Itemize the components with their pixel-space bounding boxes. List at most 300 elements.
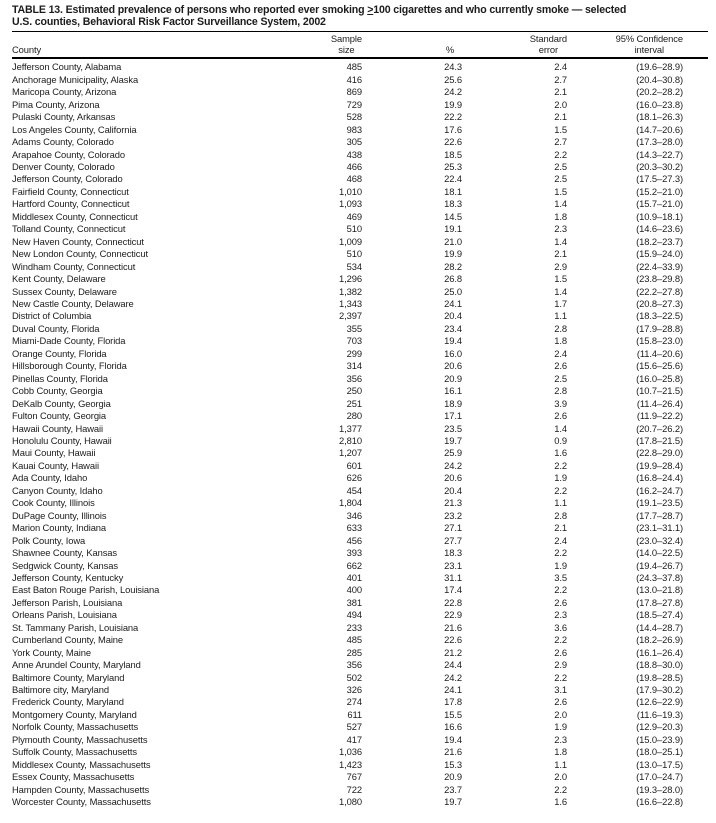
confidence-interval-cell: (14.4–28.7) bbox=[636, 621, 683, 633]
standard-error-cell: 2.6 bbox=[554, 360, 567, 372]
standard-error-cell: 0.9 bbox=[554, 434, 567, 446]
county-cell: Frederick County, Maryland bbox=[12, 696, 124, 708]
percent-cell: 24.4 bbox=[444, 659, 462, 671]
sample-size-cell: 466 bbox=[346, 161, 362, 172]
standard-error-cell: 2.7 bbox=[554, 73, 567, 85]
sample-size-cell: 454 bbox=[346, 484, 362, 496]
county-cell: Adams County, Colorado bbox=[12, 136, 114, 148]
percent-cell: 24.2 bbox=[444, 86, 462, 98]
table-row bbox=[12, 248, 708, 260]
sample-size-cell: 626 bbox=[346, 472, 362, 484]
standard-error-cell: 1.5 bbox=[554, 273, 567, 285]
table-row bbox=[12, 622, 708, 634]
title-line2: U.S. counties, Behavioral Risk Factor Surveillance System, 2002 bbox=[12, 15, 326, 28]
table-row bbox=[12, 335, 708, 347]
county-cell: Hillsborough County, Florida bbox=[12, 360, 127, 372]
table-row bbox=[12, 497, 708, 509]
table-row bbox=[12, 647, 708, 659]
county-cell: Middlesex County, Massachusetts bbox=[12, 758, 151, 770]
standard-error-cell: 2.8 bbox=[554, 509, 567, 521]
percent-cell: 22.9 bbox=[444, 609, 462, 621]
confidence-interval-cell: (16.6–22.8) bbox=[636, 796, 683, 808]
percent-cell: 22.6 bbox=[444, 136, 462, 148]
sample-size-cell: 1,036 bbox=[339, 746, 362, 758]
standard-error-cell: 2.2 bbox=[554, 459, 567, 471]
percent-cell: 19.7 bbox=[444, 434, 462, 446]
col-header-sample-size bbox=[297, 32, 362, 59]
table-row bbox=[12, 510, 708, 522]
confidence-interval-cell: (17.0–24.7) bbox=[636, 771, 683, 783]
county-cell: Montgomery County, Maryland bbox=[12, 708, 137, 720]
sample-size-cell: 502 bbox=[346, 671, 362, 683]
percent-cell: 26.8 bbox=[444, 273, 462, 285]
sample-size-cell: 401 bbox=[346, 571, 362, 583]
sample-size-cell: 314 bbox=[346, 360, 362, 372]
standard-error-cell: 1.5 bbox=[554, 123, 567, 135]
percent-cell: 25.6 bbox=[444, 73, 462, 85]
table-row bbox=[12, 759, 708, 771]
confidence-interval-cell: (16.1–26.4) bbox=[636, 646, 683, 658]
table-row bbox=[12, 223, 708, 235]
confidence-interval-cell: (17.3–28.0) bbox=[636, 136, 683, 148]
confidence-interval-cell: (14.6–23.6) bbox=[636, 223, 683, 235]
standard-error-cell: 2.2 bbox=[554, 148, 567, 160]
sample-size-cell: 983 bbox=[346, 123, 362, 135]
confidence-interval-cell: (23.1–31.1) bbox=[636, 522, 683, 534]
header-row bbox=[12, 32, 708, 59]
confidence-interval-cell: (19.6–28.9) bbox=[636, 61, 683, 73]
confidence-interval-cell: (24.3–37.8) bbox=[636, 571, 683, 583]
table-row bbox=[12, 136, 708, 148]
col-header-percent bbox=[362, 32, 462, 59]
standard-error-cell: 1.1 bbox=[554, 497, 567, 509]
standard-error-cell: 2.3 bbox=[554, 609, 567, 621]
confidence-interval-cell: (15.0–23.9) bbox=[636, 733, 683, 745]
percent-cell: 19.9 bbox=[444, 248, 462, 260]
percent-cell: 22.8 bbox=[444, 596, 462, 608]
percent-cell: 20.9 bbox=[444, 771, 462, 783]
county-cell: Los Angeles County, California bbox=[12, 123, 137, 135]
percent-cell: 18.3 bbox=[444, 547, 462, 559]
county-cell: Maricopa County, Arizona bbox=[12, 86, 117, 98]
county-cell: Tolland County, Connecticut bbox=[12, 223, 126, 235]
county-cell: Kent County, Delaware bbox=[12, 273, 106, 285]
confidence-interval-cell: (17.8–21.5) bbox=[636, 434, 683, 446]
confidence-interval-cell: (17.7–28.7) bbox=[636, 509, 683, 521]
confidence-interval-cell: (10.7–21.5) bbox=[636, 385, 683, 397]
sample-size-cell: 1,009 bbox=[339, 235, 362, 247]
sample-size-cell: 469 bbox=[346, 210, 362, 222]
county-cell: Maui County, Hawaii bbox=[12, 447, 96, 459]
standard-error-cell: 2.5 bbox=[554, 161, 567, 172]
standard-error-cell: 2.8 bbox=[554, 385, 567, 397]
county-cell: Norfolk County, Massachusetts bbox=[12, 721, 139, 733]
percent-cell: 14.5 bbox=[444, 210, 462, 222]
county-cell: Anne Arundel County, Maryland bbox=[12, 659, 141, 671]
standard-error-cell: 2.5 bbox=[554, 173, 567, 185]
table-body bbox=[12, 58, 708, 808]
percent-cell: 23.7 bbox=[444, 783, 462, 795]
sample-size-cell: 1,343 bbox=[339, 297, 362, 309]
col-header-county-label: County bbox=[12, 43, 42, 55]
confidence-interval-cell: (15.2–21.0) bbox=[636, 185, 683, 197]
percent-cell: 15.5 bbox=[444, 708, 462, 720]
sample-size-cell: 393 bbox=[346, 547, 362, 559]
sample-size-cell: 485 bbox=[346, 634, 362, 646]
percent-cell: 24.2 bbox=[444, 459, 462, 471]
percent-cell: 19.1 bbox=[444, 223, 462, 235]
percent-cell: 15.3 bbox=[444, 758, 462, 770]
confidence-interval-cell: (18.0–25.1) bbox=[636, 746, 683, 758]
confidence-interval-cell: (18.1–26.3) bbox=[636, 111, 683, 123]
confidence-interval-cell: (19.4–26.7) bbox=[636, 559, 683, 571]
standard-error-cell: 2.2 bbox=[554, 484, 567, 496]
standard-error-cell: 2.7 bbox=[554, 136, 567, 148]
percent-cell: 25.9 bbox=[444, 447, 462, 459]
percent-cell: 21.2 bbox=[444, 646, 462, 658]
table-row bbox=[12, 423, 708, 435]
county-cell: Pinellas County, Florida bbox=[12, 372, 108, 384]
county-cell: Cumberland County, Maine bbox=[12, 634, 124, 646]
standard-error-cell: 2.2 bbox=[554, 671, 567, 683]
county-cell: Orange County, Florida bbox=[12, 347, 107, 359]
county-cell: Fulton County, Georgia bbox=[12, 410, 107, 422]
sample-size-cell: 299 bbox=[346, 347, 362, 359]
table-row bbox=[12, 161, 708, 173]
table-row bbox=[12, 435, 708, 447]
sample-size-cell: 381 bbox=[346, 596, 362, 608]
confidence-interval-cell: (16.0–23.8) bbox=[636, 98, 683, 110]
ci-header-line2: interval bbox=[634, 43, 664, 55]
percent-cell: 23.1 bbox=[444, 559, 462, 571]
confidence-interval-cell: (14.3–22.7) bbox=[636, 148, 683, 160]
sample-size-cell: 1,804 bbox=[339, 497, 362, 509]
sample-size-cell: 356 bbox=[346, 372, 362, 384]
standard-error-cell: 2.2 bbox=[554, 634, 567, 646]
county-cell: Polk County, Iowa bbox=[12, 534, 86, 546]
prevalence-table bbox=[12, 31, 708, 808]
table-row bbox=[12, 447, 708, 459]
standard-error-cell: 3.9 bbox=[554, 397, 567, 409]
table-row bbox=[12, 310, 708, 322]
county-cell: Worcester County, Massachusetts bbox=[12, 796, 151, 808]
sample-size-cell: 417 bbox=[346, 733, 362, 745]
confidence-interval-cell: (19.9–28.4) bbox=[636, 459, 683, 471]
sample-size-cell: 662 bbox=[346, 559, 362, 571]
county-cell: Jefferson Parish, Louisiana bbox=[12, 596, 123, 608]
sample-size-cell: 233 bbox=[346, 621, 362, 633]
standard-error-cell: 2.1 bbox=[554, 248, 567, 260]
percent-cell: 19.9 bbox=[444, 98, 462, 110]
sample-size-cell: 869 bbox=[346, 86, 362, 98]
standard-error-cell: 2.2 bbox=[554, 547, 567, 559]
standard-error-cell: 1.8 bbox=[554, 335, 567, 347]
standard-error-cell: 3.6 bbox=[554, 621, 567, 633]
sample-size-cell: 346 bbox=[346, 509, 362, 521]
percent-cell: 18.9 bbox=[444, 397, 462, 409]
table-row bbox=[12, 323, 708, 335]
county-cell: Orleans Parish, Louisiana bbox=[12, 609, 117, 621]
table-row bbox=[12, 672, 708, 684]
percent-cell: 17.4 bbox=[444, 584, 462, 596]
sample-size-cell: 1,377 bbox=[339, 422, 362, 434]
standard-error-cell: 2.4 bbox=[554, 534, 567, 546]
confidence-interval-cell: (20.2–28.2) bbox=[636, 86, 683, 98]
table-row bbox=[12, 584, 708, 596]
county-cell: Hampden County, Massachusetts bbox=[12, 783, 150, 795]
percent-cell: 20.4 bbox=[444, 310, 462, 322]
table-row bbox=[12, 261, 708, 273]
table-title bbox=[12, 5, 708, 28]
county-cell: Jefferson County, Kentucky bbox=[12, 571, 124, 583]
confidence-interval-cell: (17.5–27.3) bbox=[636, 173, 683, 185]
percent-cell: 17.1 bbox=[444, 410, 462, 422]
sample-size-cell: 1,423 bbox=[339, 758, 362, 770]
county-cell: District of Columbia bbox=[12, 310, 92, 322]
standard-error-cell: 2.0 bbox=[554, 708, 567, 720]
standard-error-cell: 2.1 bbox=[554, 111, 567, 123]
standard-error-cell: 2.4 bbox=[554, 61, 567, 73]
county-cell: Miami-Dade County, Florida bbox=[12, 335, 126, 347]
confidence-interval-cell: (16.2–24.7) bbox=[636, 484, 683, 496]
table-row bbox=[12, 173, 708, 185]
county-cell: Pulaski County, Arkansas bbox=[12, 111, 116, 123]
county-cell: Essex County, Massachusetts bbox=[12, 771, 135, 783]
confidence-interval-cell: (11.4–26.4) bbox=[636, 397, 683, 409]
sample-size-cell: 1,080 bbox=[339, 796, 362, 808]
standard-error-cell: 3.1 bbox=[554, 684, 567, 696]
standard-error-cell: 1.9 bbox=[554, 721, 567, 733]
sample-size-cell: 285 bbox=[346, 646, 362, 658]
table-row bbox=[12, 485, 708, 497]
standard-error-cell: 2.2 bbox=[554, 783, 567, 795]
table-row bbox=[12, 535, 708, 547]
table-row bbox=[12, 360, 708, 372]
table-row bbox=[12, 771, 708, 783]
confidence-interval-cell: (11.6–19.3) bbox=[636, 708, 683, 720]
confidence-interval-cell: (18.2–23.7) bbox=[636, 235, 683, 247]
county-cell: DuPage County, Illinois bbox=[12, 509, 107, 521]
table-row bbox=[12, 236, 708, 248]
confidence-interval-cell: (17.9–28.8) bbox=[636, 322, 683, 334]
sample-size-cell: 722 bbox=[346, 783, 362, 795]
county-cell: Hawaii County, Hawaii bbox=[12, 422, 103, 434]
standard-error-cell: 1.9 bbox=[554, 472, 567, 484]
table-row bbox=[12, 659, 708, 671]
table-row bbox=[12, 398, 708, 410]
sample-size-cell: 601 bbox=[346, 459, 362, 471]
confidence-interval-cell: (17.9–30.2) bbox=[636, 684, 683, 696]
table-row bbox=[12, 597, 708, 609]
confidence-interval-cell: (15.9–24.0) bbox=[636, 248, 683, 260]
standard-error-cell: 1.4 bbox=[554, 198, 567, 210]
percent-cell: 23.4 bbox=[444, 322, 462, 334]
confidence-interval-cell: (22.8–29.0) bbox=[636, 447, 683, 459]
percent-cell: 18.5 bbox=[444, 148, 462, 160]
sample-size-cell: 1,093 bbox=[339, 198, 362, 210]
confidence-interval-cell: (23.0–32.4) bbox=[636, 534, 683, 546]
table-row bbox=[12, 547, 708, 559]
percent-cell: 21.3 bbox=[444, 497, 462, 509]
percent-cell: 16.0 bbox=[444, 347, 462, 359]
county-cell: Baltimore city, Maryland bbox=[12, 684, 109, 696]
table-row bbox=[12, 460, 708, 472]
confidence-interval-cell: (22.4–33.9) bbox=[636, 260, 683, 272]
confidence-interval-cell: (15.8–23.0) bbox=[636, 335, 683, 347]
table-row bbox=[12, 472, 708, 484]
county-cell: Cobb County, Georgia bbox=[12, 385, 103, 397]
percent-cell: 21.6 bbox=[444, 621, 462, 633]
sample-size-cell: 1,010 bbox=[339, 185, 362, 197]
county-cell: Plymouth County, Massachusetts bbox=[12, 733, 148, 745]
percent-cell: 22.4 bbox=[444, 173, 462, 185]
standard-error-cell: 2.6 bbox=[554, 696, 567, 708]
county-cell: Hartford County, Connecticut bbox=[12, 198, 130, 210]
standard-error-cell: 2.6 bbox=[554, 596, 567, 608]
confidence-interval-cell: (14.7–20.6) bbox=[636, 123, 683, 135]
standard-error-cell: 2.3 bbox=[554, 733, 567, 745]
table-row bbox=[12, 211, 708, 223]
county-cell: Canyon County, Idaho bbox=[12, 484, 103, 496]
table-row bbox=[12, 746, 708, 758]
confidence-interval-cell: (20.8–27.3) bbox=[636, 297, 683, 309]
standard-error-cell: 1.5 bbox=[554, 185, 567, 197]
confidence-interval-cell: (18.3–22.5) bbox=[636, 310, 683, 322]
county-cell: Cook County, Illinois bbox=[12, 497, 95, 509]
standard-error-cell: 2.6 bbox=[554, 410, 567, 422]
percent-cell: 19.7 bbox=[444, 796, 462, 808]
table-row bbox=[12, 74, 708, 86]
table-row bbox=[12, 298, 708, 310]
sample-size-cell: 2,397 bbox=[339, 310, 362, 322]
sample-size-cell: 2,810 bbox=[339, 434, 362, 446]
standard-error-cell: 1.8 bbox=[554, 746, 567, 758]
table-row bbox=[12, 86, 708, 98]
county-cell: Denver County, Colorado bbox=[12, 161, 115, 172]
confidence-interval-cell: (20.4–30.8) bbox=[636, 73, 683, 85]
confidence-interval-cell: (19.1–23.5) bbox=[636, 497, 683, 509]
sample-size-cell: 400 bbox=[346, 584, 362, 596]
sample-size-cell: 326 bbox=[346, 684, 362, 696]
table-row bbox=[12, 734, 708, 746]
standard-error-cell: 2.0 bbox=[554, 98, 567, 110]
table-row bbox=[12, 721, 708, 733]
table-row bbox=[12, 373, 708, 385]
table-row bbox=[12, 560, 708, 572]
county-cell: Duval County, Florida bbox=[12, 322, 100, 334]
col-header-confidence-interval bbox=[567, 32, 708, 59]
standard-error-cell: 2.2 bbox=[554, 584, 567, 596]
county-cell: East Baton Rouge Parish, Louisiana bbox=[12, 584, 160, 596]
confidence-interval-cell: (20.3–30.2) bbox=[636, 161, 683, 172]
sample-size-cell: 438 bbox=[346, 148, 362, 160]
sample-header-line1: Sample bbox=[330, 33, 362, 45]
percent-cell: 20.4 bbox=[444, 484, 462, 496]
confidence-interval-cell: (13.0–17.5) bbox=[636, 758, 683, 770]
standard-error-cell: 2.0 bbox=[554, 771, 567, 783]
table-row bbox=[12, 149, 708, 161]
confidence-interval-cell: (16.8–24.4) bbox=[636, 472, 683, 484]
percent-cell: 17.6 bbox=[444, 123, 462, 135]
sample-size-cell: 250 bbox=[346, 385, 362, 397]
standard-error-cell: 2.1 bbox=[554, 522, 567, 534]
percent-cell: 25.0 bbox=[444, 285, 462, 297]
percent-cell: 24.2 bbox=[444, 671, 462, 683]
sample-size-cell: 485 bbox=[346, 61, 362, 73]
title-line1-post: 100 cigarettes and who currently smoke — selected bbox=[373, 4, 627, 16]
geq-underlined-symbol: > bbox=[367, 4, 374, 16]
title-line1-pre: TABLE 13. Estimated prevalence of persons who reported ever smoking bbox=[12, 4, 368, 16]
confidence-interval-cell: (18.8–30.0) bbox=[636, 659, 683, 671]
table-row bbox=[12, 410, 708, 422]
county-cell: New London County, Connecticut bbox=[12, 248, 148, 260]
percent-cell: 20.6 bbox=[444, 472, 462, 484]
percent-cell: 17.8 bbox=[444, 696, 462, 708]
sample-size-cell: 356 bbox=[346, 659, 362, 671]
confidence-interval-cell: (15.7–21.0) bbox=[636, 198, 683, 210]
percent-cell: 23.2 bbox=[444, 509, 462, 521]
county-cell: New Haven County, Connecticut bbox=[12, 235, 144, 247]
confidence-interval-cell: (11.4–20.6) bbox=[636, 347, 683, 359]
confidence-interval-cell: (10.9–18.1) bbox=[636, 210, 683, 222]
table-row bbox=[12, 111, 708, 123]
standard-error-cell: 2.5 bbox=[554, 372, 567, 384]
se-header-line1: Standard bbox=[529, 33, 567, 45]
standard-error-cell: 2.3 bbox=[554, 223, 567, 235]
confidence-interval-cell: (18.2–26.9) bbox=[636, 634, 683, 646]
percent-cell: 18.1 bbox=[444, 185, 462, 197]
table-row bbox=[12, 784, 708, 796]
sample-size-cell: 1,296 bbox=[339, 273, 362, 285]
table-row bbox=[12, 796, 708, 808]
sample-size-cell: 1,207 bbox=[339, 447, 362, 459]
county-cell: Arapahoe County, Colorado bbox=[12, 148, 126, 160]
standard-error-cell: 2.1 bbox=[554, 86, 567, 98]
percent-cell: 16.1 bbox=[444, 385, 462, 397]
percent-cell: 20.9 bbox=[444, 372, 462, 384]
county-cell: New Castle County, Delaware bbox=[12, 297, 134, 309]
confidence-interval-cell: (19.3–28.0) bbox=[636, 783, 683, 795]
table-row bbox=[12, 609, 708, 621]
confidence-interval-cell: (19.8–28.5) bbox=[636, 671, 683, 683]
standard-error-cell: 1.4 bbox=[554, 235, 567, 247]
table-row bbox=[12, 348, 708, 360]
county-cell: St. Tammany Parish, Louisiana bbox=[12, 621, 139, 633]
county-cell: Middlesex County, Connecticut bbox=[12, 210, 138, 222]
table-row bbox=[12, 696, 708, 708]
confidence-interval-cell: (23.8–29.8) bbox=[636, 273, 683, 285]
county-cell: Sussex County, Delaware bbox=[12, 285, 117, 297]
percent-cell: 20.6 bbox=[444, 360, 462, 372]
table-row bbox=[12, 572, 708, 584]
percent-cell: 16.6 bbox=[444, 721, 462, 733]
county-cell: DeKalb County, Georgia bbox=[12, 397, 111, 409]
confidence-interval-cell: (20.7–26.2) bbox=[636, 422, 683, 434]
sample-size-cell: 416 bbox=[346, 73, 362, 85]
county-cell: Fairfield County, Connecticut bbox=[12, 185, 129, 197]
sample-size-cell: 510 bbox=[346, 248, 362, 260]
standard-error-cell: 1.7 bbox=[554, 297, 567, 309]
sample-size-cell: 280 bbox=[346, 410, 362, 422]
county-cell: Shawnee County, Kansas bbox=[12, 547, 117, 559]
percent-cell: 24.3 bbox=[444, 61, 462, 73]
col-header-county bbox=[12, 32, 297, 59]
county-cell: Anchorage Municipality, Alaska bbox=[12, 73, 139, 85]
confidence-interval-cell: (12.9–20.3) bbox=[636, 721, 683, 733]
table-row bbox=[12, 709, 708, 721]
sample-size-cell: 703 bbox=[346, 335, 362, 347]
col-header-standard-error bbox=[462, 32, 567, 59]
